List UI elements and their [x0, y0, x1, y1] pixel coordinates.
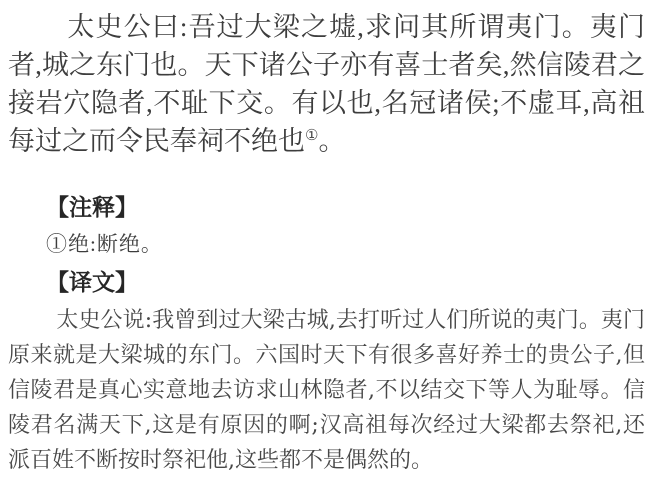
translation-paragraph: 太史公说:我曾到过大梁古城,去打听过人们所说的夷门。夷门原来就是大梁城的东门。六国时天下有很多喜好养士的贵公子,但信陵君是真心实意地去访求山林隐者,不以结交下等人为耻辱。信陵君名满天下,这是有原因的啊;汉高祖每次经过大梁都去祭祀,还派百姓不断按时祭祀他,这些都不是偶然的。 — [8, 308, 645, 473]
footnote-reference-1: ① — [305, 128, 319, 144]
classical-text-paragraph — [8, 8, 645, 160]
annotations-section-heading: 【注释】 — [46, 194, 138, 220]
classical-text: 太史公曰:吾过大梁之墟,求问其所谓夷门。夷门者,城之东门也。天下诸公子亦有喜士者矣,然信陵君之接岩穴隐者,不耻下交。有以也,名冠诸侯;不虚耳,高祖每过之而令民奉祠不绝也 — [8, 12, 645, 156]
annotation-item-1: ①绝:断绝。 — [46, 232, 163, 256]
translation-section-heading: 【译文】 — [46, 269, 138, 295]
classical-text-ending: 。 — [318, 126, 346, 156]
